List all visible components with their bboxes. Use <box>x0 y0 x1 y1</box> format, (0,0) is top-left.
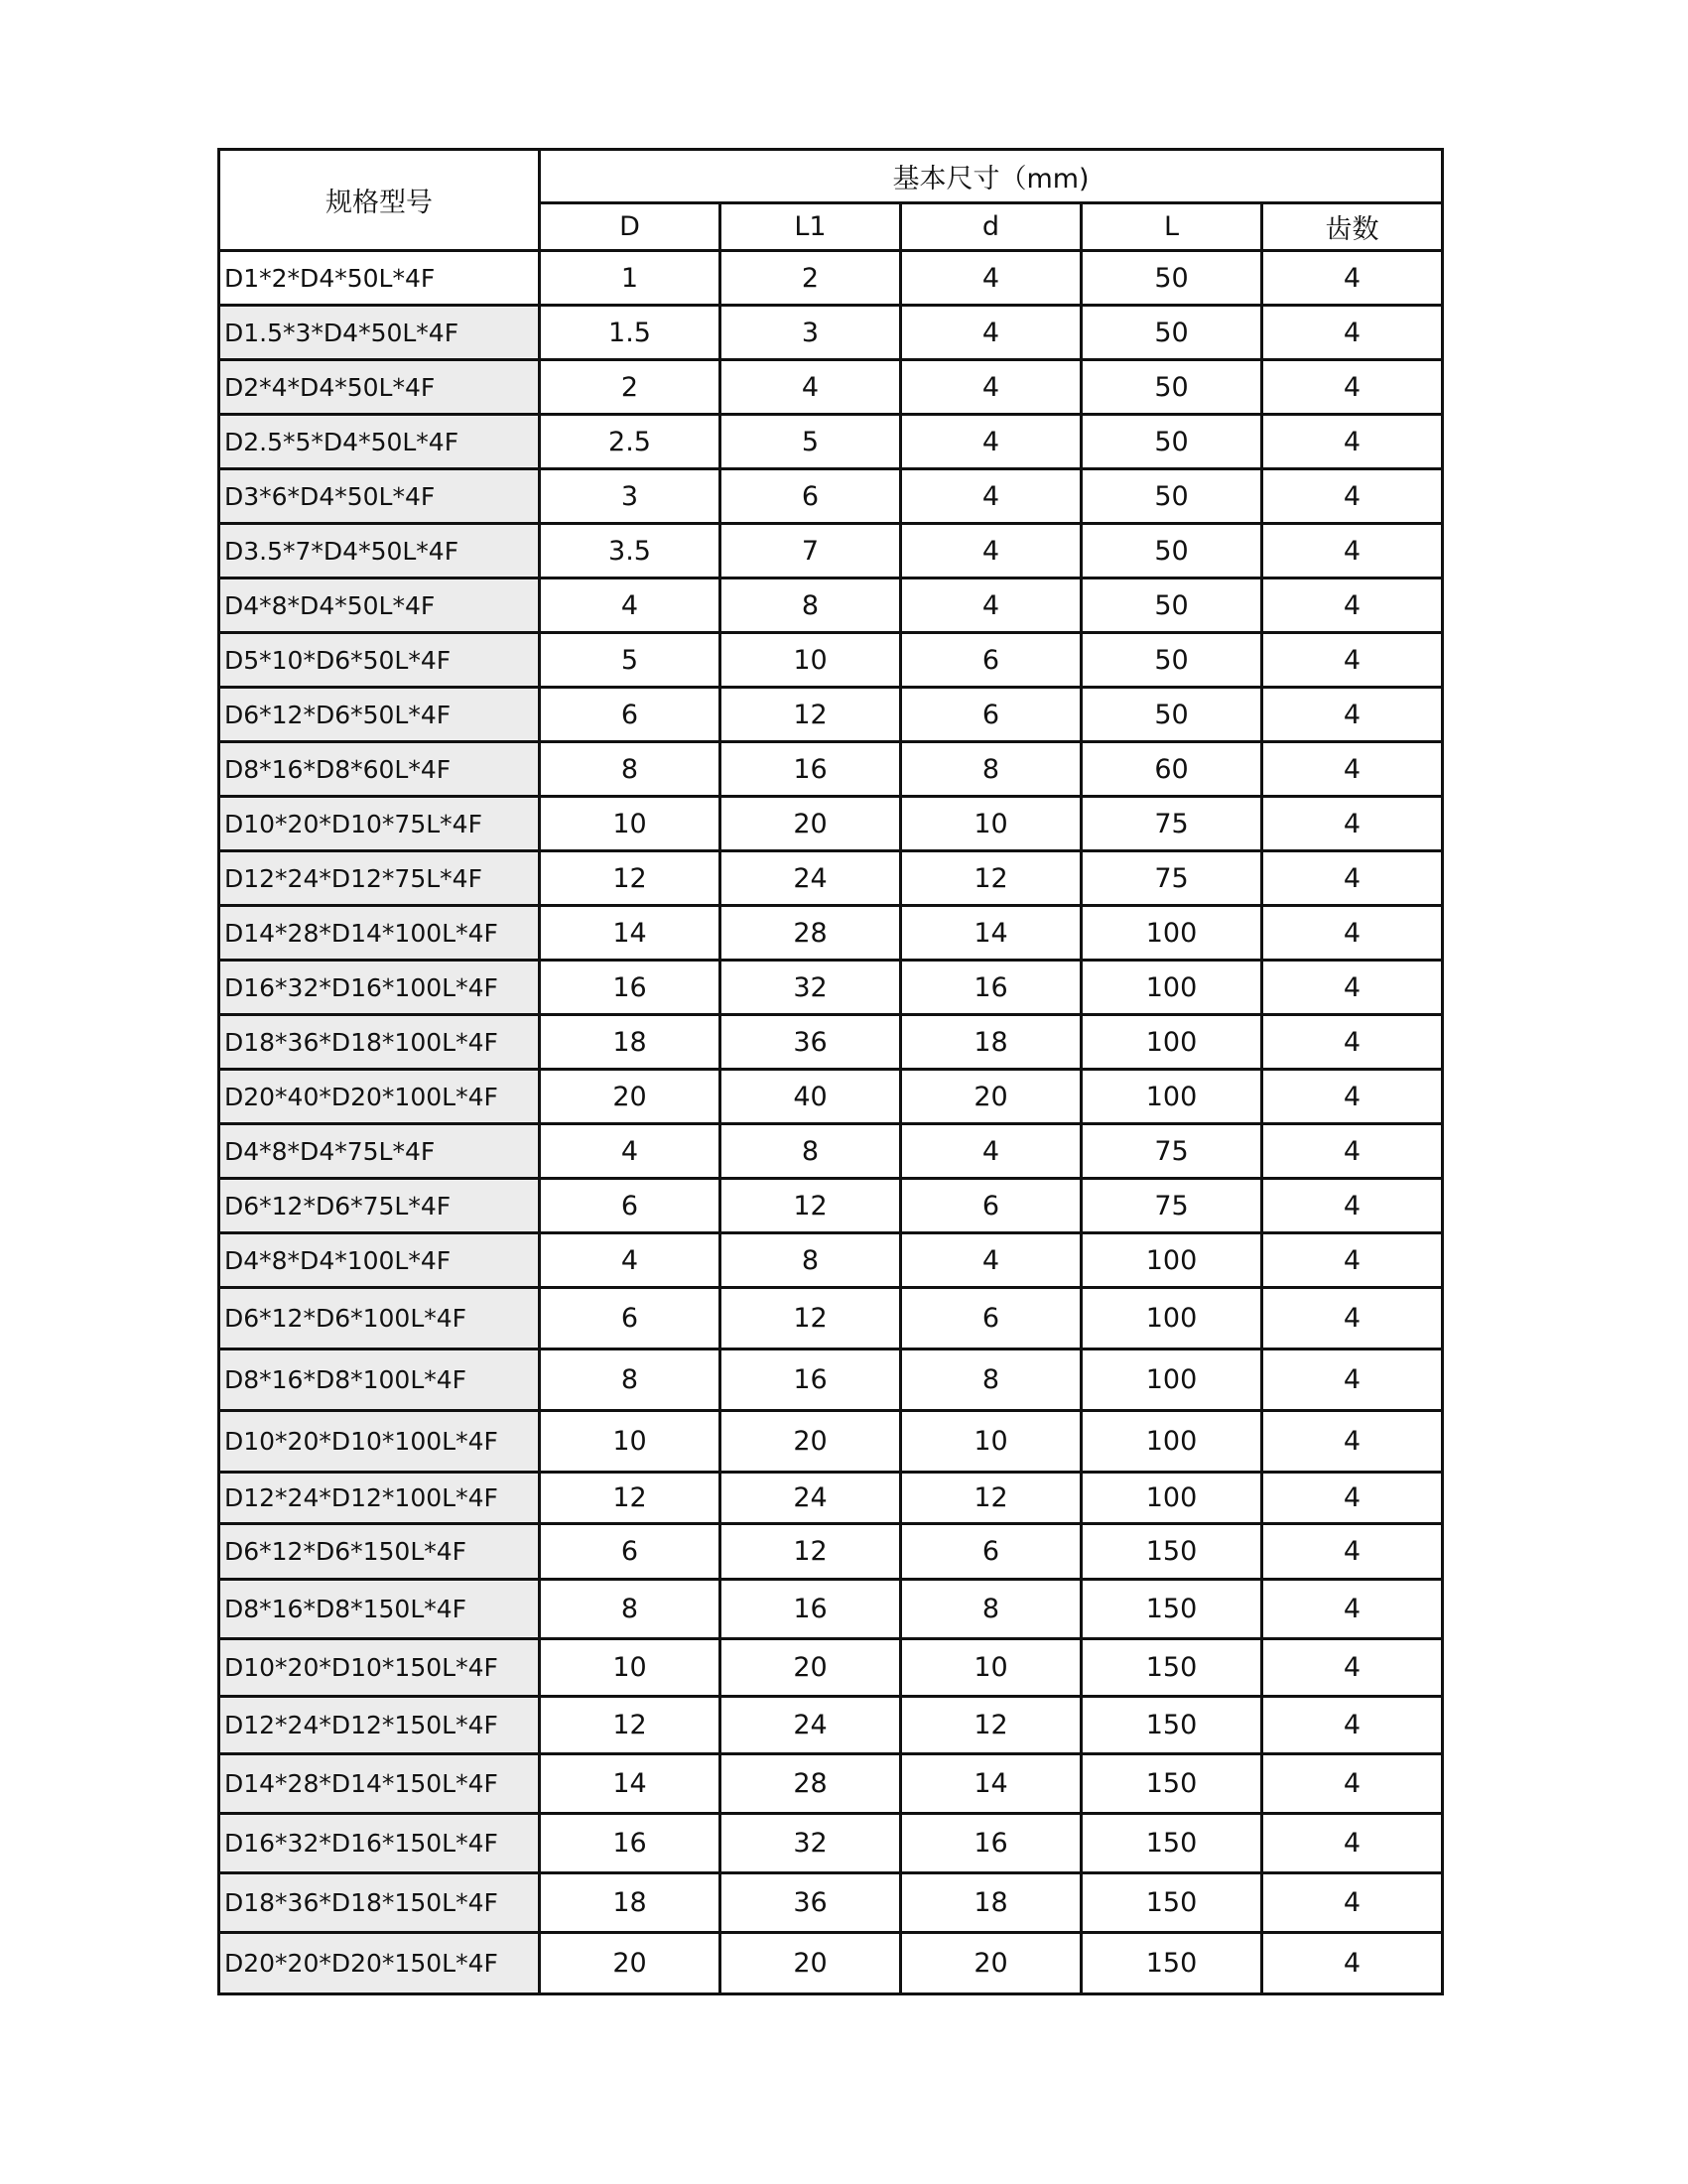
value-cell: 4 <box>1262 1233 1443 1288</box>
table-row <box>219 1524 1443 1580</box>
table-row <box>219 851 1443 906</box>
value-cell: 4 <box>1262 688 1443 742</box>
value-cell: 50 <box>1082 251 1262 306</box>
column-header: 齿数 <box>1262 203 1443 251</box>
value-cell: 36 <box>720 1015 901 1070</box>
value-cell: 14 <box>540 1754 720 1814</box>
value-cell: 6 <box>901 688 1082 742</box>
model-cell: D12*24*D12*75L*4F <box>219 851 540 906</box>
value-cell: 75 <box>1082 797 1262 851</box>
table-row <box>219 961 1443 1015</box>
value-cell: 4 <box>901 578 1082 633</box>
model-cell: D4*8*D4*75L*4F <box>219 1124 540 1179</box>
value-cell: 60 <box>1082 742 1262 797</box>
value-cell: 150 <box>1082 1580 1262 1639</box>
model-cell: D6*12*D6*50L*4F <box>219 688 540 742</box>
value-cell: 16 <box>901 961 1082 1015</box>
value-cell: 12 <box>540 1697 720 1754</box>
value-cell: 14 <box>901 1754 1082 1814</box>
value-cell: 4 <box>1262 1524 1443 1580</box>
value-cell: 12 <box>901 1697 1082 1754</box>
value-cell: 20 <box>720 1639 901 1697</box>
value-cell: 4 <box>1262 578 1443 633</box>
value-cell: 75 <box>1082 1124 1262 1179</box>
table-row <box>219 1873 1443 1933</box>
table-row <box>219 906 1443 961</box>
value-cell: 20 <box>540 1933 720 1994</box>
value-cell: 3 <box>720 306 901 360</box>
model-cell: D14*28*D14*150L*4F <box>219 1754 540 1814</box>
table-row <box>219 1233 1443 1288</box>
model-cell: D3.5*7*D4*50L*4F <box>219 524 540 578</box>
model-cell: D20*20*D20*150L*4F <box>219 1933 540 1994</box>
model-cell: D14*28*D14*100L*4F <box>219 906 540 961</box>
column-header: d <box>901 203 1082 251</box>
value-cell: 4 <box>1262 906 1443 961</box>
value-cell: 2.5 <box>540 415 720 469</box>
model-cell: D10*20*D10*150L*4F <box>219 1639 540 1697</box>
value-cell: 6 <box>540 1179 720 1233</box>
value-cell: 2 <box>720 251 901 306</box>
value-cell: 16 <box>540 1814 720 1873</box>
value-cell: 4 <box>1262 797 1443 851</box>
model-cell: D6*12*D6*150L*4F <box>219 1524 540 1580</box>
value-cell: 8 <box>540 1349 720 1411</box>
value-cell: 6 <box>540 1524 720 1580</box>
value-cell: 50 <box>1082 306 1262 360</box>
spec-table <box>217 148 1444 1995</box>
value-cell: 6 <box>720 469 901 524</box>
value-cell: 16 <box>720 1349 901 1411</box>
value-cell: 4 <box>1262 251 1443 306</box>
table-row <box>219 1697 1443 1754</box>
value-cell: 20 <box>720 1411 901 1473</box>
value-cell: 32 <box>720 961 901 1015</box>
value-cell: 100 <box>1082 1473 1262 1524</box>
value-cell: 50 <box>1082 415 1262 469</box>
value-cell: 4 <box>1262 360 1443 415</box>
value-cell: 10 <box>540 797 720 851</box>
value-cell: 4 <box>901 251 1082 306</box>
value-cell: 150 <box>1082 1524 1262 1580</box>
table-row <box>219 1814 1443 1873</box>
value-cell: 4 <box>1262 1473 1443 1524</box>
model-cell: D6*12*D6*75L*4F <box>219 1179 540 1233</box>
value-cell: 16 <box>720 1580 901 1639</box>
value-cell: 12 <box>901 851 1082 906</box>
value-cell: 12 <box>540 851 720 906</box>
table-body <box>219 251 1443 1994</box>
value-cell: 100 <box>1082 1288 1262 1349</box>
value-cell: 4 <box>1262 1814 1443 1873</box>
table-row <box>219 1411 1443 1473</box>
value-cell: 8 <box>720 1233 901 1288</box>
value-cell: 2 <box>540 360 720 415</box>
value-cell: 4 <box>901 469 1082 524</box>
value-cell: 4 <box>1262 1015 1443 1070</box>
value-cell: 4 <box>1262 742 1443 797</box>
value-cell: 4 <box>720 360 901 415</box>
column-header: D <box>540 203 720 251</box>
value-cell: 6 <box>901 1524 1082 1580</box>
value-cell: 4 <box>1262 1124 1443 1179</box>
value-cell: 12 <box>720 688 901 742</box>
value-cell: 10 <box>720 633 901 688</box>
value-cell: 12 <box>540 1473 720 1524</box>
value-cell: 6 <box>540 688 720 742</box>
value-cell: 8 <box>720 578 901 633</box>
value-cell: 4 <box>1262 524 1443 578</box>
value-cell: 7 <box>720 524 901 578</box>
value-cell: 4 <box>1262 1179 1443 1233</box>
value-cell: 16 <box>540 961 720 1015</box>
value-cell: 18 <box>540 1873 720 1933</box>
table-row <box>219 251 1443 306</box>
value-cell: 8 <box>540 1580 720 1639</box>
value-cell: 14 <box>901 906 1082 961</box>
value-cell: 5 <box>540 633 720 688</box>
value-cell: 100 <box>1082 1015 1262 1070</box>
value-cell: 4 <box>1262 1933 1443 1994</box>
value-cell: 8 <box>540 742 720 797</box>
value-cell: 75 <box>1082 851 1262 906</box>
value-cell: 4 <box>540 578 720 633</box>
value-cell: 1 <box>540 251 720 306</box>
table-row <box>219 1124 1443 1179</box>
model-cell: D20*40*D20*100L*4F <box>219 1070 540 1124</box>
value-cell: 100 <box>1082 1233 1262 1288</box>
model-cell: D5*10*D6*50L*4F <box>219 633 540 688</box>
value-cell: 20 <box>901 1070 1082 1124</box>
model-cell: D8*16*D8*60L*4F <box>219 742 540 797</box>
value-cell: 6 <box>540 1288 720 1349</box>
value-cell: 100 <box>1082 1411 1262 1473</box>
value-cell: 20 <box>901 1933 1082 1994</box>
value-cell: 150 <box>1082 1754 1262 1814</box>
value-cell: 4 <box>540 1233 720 1288</box>
value-cell: 20 <box>720 797 901 851</box>
value-cell: 10 <box>901 797 1082 851</box>
value-cell: 50 <box>1082 578 1262 633</box>
value-cell: 150 <box>1082 1933 1262 1994</box>
value-cell: 1.5 <box>540 306 720 360</box>
value-cell: 4 <box>901 1124 1082 1179</box>
value-cell: 50 <box>1082 688 1262 742</box>
table-row <box>219 1070 1443 1124</box>
model-cell: D8*16*D8*150L*4F <box>219 1580 540 1639</box>
table-row <box>219 1015 1443 1070</box>
value-cell: 100 <box>1082 906 1262 961</box>
model-cell: D10*20*D10*100L*4F <box>219 1411 540 1473</box>
table-row <box>219 469 1443 524</box>
header-row-group <box>219 150 1443 203</box>
model-cell: D18*36*D18*150L*4F <box>219 1873 540 1933</box>
model-cell: D4*8*D4*50L*4F <box>219 578 540 633</box>
value-cell: 50 <box>1082 360 1262 415</box>
value-cell: 24 <box>720 851 901 906</box>
value-cell: 4 <box>901 1233 1082 1288</box>
table-row <box>219 1639 1443 1697</box>
table-header <box>219 150 1443 251</box>
table-row <box>219 633 1443 688</box>
value-cell: 12 <box>720 1179 901 1233</box>
value-cell: 4 <box>1262 961 1443 1015</box>
model-cell: D10*20*D10*75L*4F <box>219 797 540 851</box>
value-cell: 36 <box>720 1873 901 1933</box>
table-row <box>219 1580 1443 1639</box>
model-header: 规格型号 <box>219 150 540 251</box>
table-row <box>219 742 1443 797</box>
value-cell: 18 <box>901 1015 1082 1070</box>
value-cell: 4 <box>1262 1070 1443 1124</box>
value-cell: 18 <box>540 1015 720 1070</box>
table-row <box>219 1933 1443 1994</box>
model-cell: D6*12*D6*100L*4F <box>219 1288 540 1349</box>
table-row <box>219 1179 1443 1233</box>
table-row <box>219 306 1443 360</box>
value-cell: 100 <box>1082 961 1262 1015</box>
value-cell: 28 <box>720 1754 901 1814</box>
table-row <box>219 1754 1443 1814</box>
model-cell: D2.5*5*D4*50L*4F <box>219 415 540 469</box>
value-cell: 20 <box>720 1933 901 1994</box>
value-cell: 150 <box>1082 1814 1262 1873</box>
table-row <box>219 1473 1443 1524</box>
value-cell: 20 <box>540 1070 720 1124</box>
table-row <box>219 360 1443 415</box>
table-row <box>219 797 1443 851</box>
value-cell: 4 <box>901 306 1082 360</box>
value-cell: 4 <box>901 524 1082 578</box>
value-cell: 10 <box>540 1639 720 1697</box>
value-cell: 12 <box>720 1524 901 1580</box>
value-cell: 8 <box>901 1349 1082 1411</box>
value-cell: 100 <box>1082 1070 1262 1124</box>
value-cell: 4 <box>540 1124 720 1179</box>
value-cell: 150 <box>1082 1697 1262 1754</box>
value-cell: 10 <box>901 1411 1082 1473</box>
value-cell: 100 <box>1082 1349 1262 1411</box>
value-cell: 4 <box>1262 1349 1443 1411</box>
value-cell: 16 <box>901 1814 1082 1873</box>
value-cell: 5 <box>720 415 901 469</box>
value-cell: 18 <box>901 1873 1082 1933</box>
table-row <box>219 524 1443 578</box>
value-cell: 4 <box>1262 1754 1443 1814</box>
value-cell: 10 <box>901 1639 1082 1697</box>
model-cell: D2*4*D4*50L*4F <box>219 360 540 415</box>
value-cell: 6 <box>901 633 1082 688</box>
value-cell: 28 <box>720 906 901 961</box>
value-cell: 150 <box>1082 1639 1262 1697</box>
model-cell: D12*24*D12*100L*4F <box>219 1473 540 1524</box>
model-cell: D16*32*D16*150L*4F <box>219 1814 540 1873</box>
value-cell: 24 <box>720 1473 901 1524</box>
value-cell: 4 <box>1262 469 1443 524</box>
value-cell: 12 <box>901 1473 1082 1524</box>
value-cell: 24 <box>720 1697 901 1754</box>
table-row <box>219 1288 1443 1349</box>
value-cell: 4 <box>901 360 1082 415</box>
value-cell: 16 <box>720 742 901 797</box>
value-cell: 6 <box>901 1179 1082 1233</box>
table-row <box>219 1349 1443 1411</box>
value-cell: 40 <box>720 1070 901 1124</box>
model-cell: D1*2*D4*50L*4F <box>219 251 540 306</box>
table-row <box>219 688 1443 742</box>
model-cell: D1.5*3*D4*50L*4F <box>219 306 540 360</box>
table-row <box>219 578 1443 633</box>
column-header: L <box>1082 203 1262 251</box>
value-cell: 4 <box>1262 1411 1443 1473</box>
value-cell: 50 <box>1082 524 1262 578</box>
value-cell: 4 <box>1262 1639 1443 1697</box>
value-cell: 14 <box>540 906 720 961</box>
value-cell: 4 <box>1262 1288 1443 1349</box>
value-cell: 32 <box>720 1814 901 1873</box>
value-cell: 4 <box>1262 415 1443 469</box>
value-cell: 6 <box>901 1288 1082 1349</box>
value-cell: 12 <box>720 1288 901 1349</box>
model-cell: D8*16*D8*100L*4F <box>219 1349 540 1411</box>
table-row <box>219 415 1443 469</box>
value-cell: 150 <box>1082 1873 1262 1933</box>
value-cell: 4 <box>1262 1873 1443 1933</box>
value-cell: 4 <box>901 415 1082 469</box>
value-cell: 4 <box>1262 633 1443 688</box>
value-cell: 8 <box>720 1124 901 1179</box>
model-cell: D3*6*D4*50L*4F <box>219 469 540 524</box>
group-header: 基本尺寸（mm) <box>540 150 1443 203</box>
value-cell: 4 <box>1262 1580 1443 1639</box>
value-cell: 10 <box>540 1411 720 1473</box>
value-cell: 50 <box>1082 633 1262 688</box>
model-cell: D4*8*D4*100L*4F <box>219 1233 540 1288</box>
value-cell: 50 <box>1082 469 1262 524</box>
value-cell: 3 <box>540 469 720 524</box>
column-header: L1 <box>720 203 901 251</box>
value-cell: 4 <box>1262 306 1443 360</box>
value-cell: 75 <box>1082 1179 1262 1233</box>
value-cell: 8 <box>901 1580 1082 1639</box>
value-cell: 4 <box>1262 851 1443 906</box>
value-cell: 8 <box>901 742 1082 797</box>
model-cell: D18*36*D18*100L*4F <box>219 1015 540 1070</box>
model-cell: D12*24*D12*150L*4F <box>219 1697 540 1754</box>
value-cell: 4 <box>1262 1697 1443 1754</box>
model-cell: D16*32*D16*100L*4F <box>219 961 540 1015</box>
value-cell: 3.5 <box>540 524 720 578</box>
